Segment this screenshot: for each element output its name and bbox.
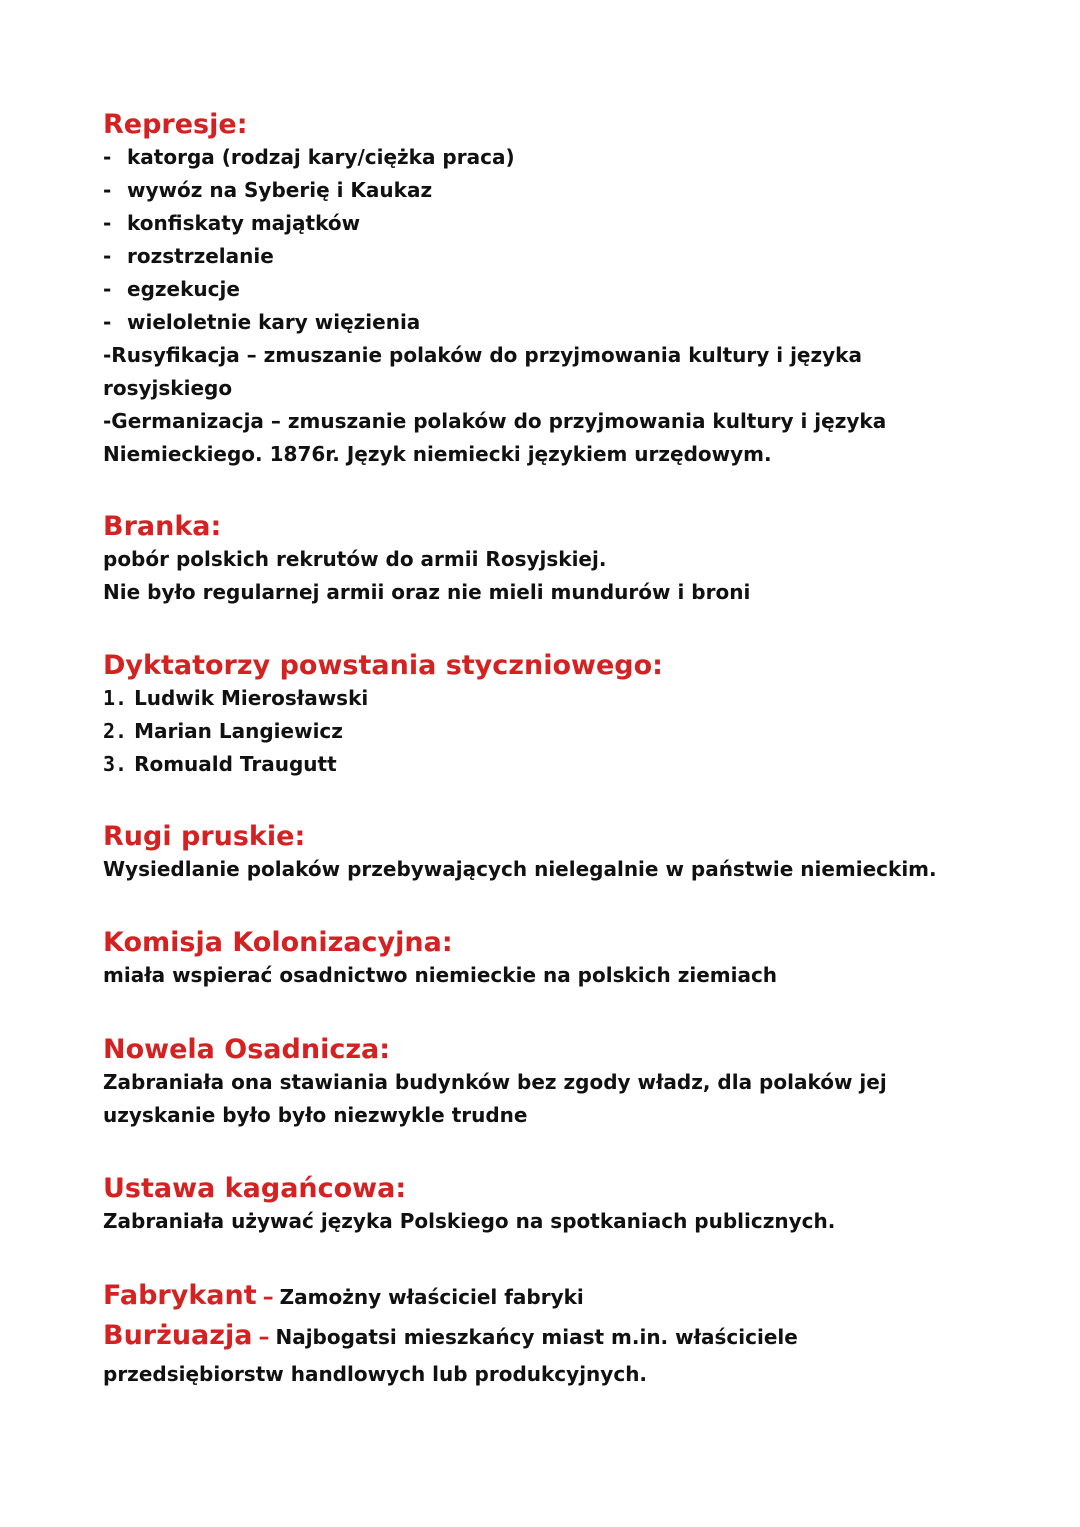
section-branka	[103, 510, 983, 609]
list-item: - egzekucje	[103, 277, 240, 301]
heading-dyktatorzy: Dyktatorzy powstania styczniowego:	[103, 650, 663, 681]
nowela-text: Zabraniała ona stawiania budynków bez zgody władz, dla polaków jej uzyskanie było było niezwykle trudne	[103, 1070, 887, 1127]
section-ustawa	[103, 1172, 983, 1238]
heading-ustawa: Ustawa kagańcowa:	[103, 1173, 407, 1204]
list-item: - katorga (rodzaj kary/ciężka praca)	[103, 145, 515, 169]
list-item: 3. Romuald Traugutt	[103, 752, 337, 776]
section-represje	[103, 108, 983, 471]
list-item: - rozstrzelanie	[103, 244, 274, 268]
term-separator: –	[258, 1325, 270, 1350]
term-fabrykant: Fabrykant	[103, 1280, 257, 1311]
section-burzuazja	[103, 1318, 983, 1392]
section-nowela	[103, 1033, 983, 1132]
list-item: - konfiskaty majątków	[103, 211, 361, 235]
fabrykant-definition: Fabrykant – Zamożny właściciel fabryki	[103, 1280, 584, 1311]
germanizacja-text: -Germanizacja – zmuszanie polaków do przyjmowania kultury i języka Niemieckiego. 1876r. Język niemiecki językiem urzędowym.	[103, 409, 887, 466]
list-item: 2. Marian Langiewicz	[103, 719, 343, 743]
section-fabrykant	[103, 1278, 983, 1316]
burzuazja-definition: Burżuazja – Najbogatsi mieszkańcy miast m.in. właściciele przedsiębiorstw handlowych lub produkcyjnych.	[103, 1320, 798, 1386]
term-separator: –	[262, 1285, 274, 1310]
section-rugi	[103, 820, 983, 886]
heading-branka: Branka:	[103, 511, 222, 542]
heading-komisja: Komisja Kolonizacyjna:	[103, 927, 453, 958]
ustawa-text: Zabraniała używać języka Polskiego na spotkaniach publicznych.	[103, 1209, 836, 1233]
heading-nowela: Nowela Osadnicza:	[103, 1034, 391, 1065]
section-komisja	[103, 926, 983, 992]
branka-line: Nie było regularnej armii oraz nie mieli mundurów i broni	[103, 580, 751, 604]
list-item: - wywóz na Syberię i Kaukaz	[103, 178, 433, 202]
rusyfikacja-text: -Rusyfikacja – zmuszanie polaków do przyjmowania kultury i języka rosyjskiego	[103, 343, 862, 400]
section-dyktatorzy	[103, 649, 983, 781]
branka-line: pobór polskich rekrutów do armii Rosyjskiej.	[103, 547, 607, 571]
heading-represje: Represje:	[103, 109, 248, 140]
rugi-text: Wysiedlanie polaków przebywających nielegalnie w państwie niemieckim.	[103, 857, 937, 881]
list-item: - wieloletnie kary więzienia	[103, 310, 421, 334]
komisja-text: miała wspierać osadnictwo niemieckie na polskich ziemiach	[103, 963, 778, 987]
term-burzuazja: Burżuazja	[103, 1320, 253, 1351]
list-item: 1. Ludwik Mierosławski	[103, 686, 369, 710]
heading-rugi: Rugi pruskie:	[103, 821, 306, 852]
